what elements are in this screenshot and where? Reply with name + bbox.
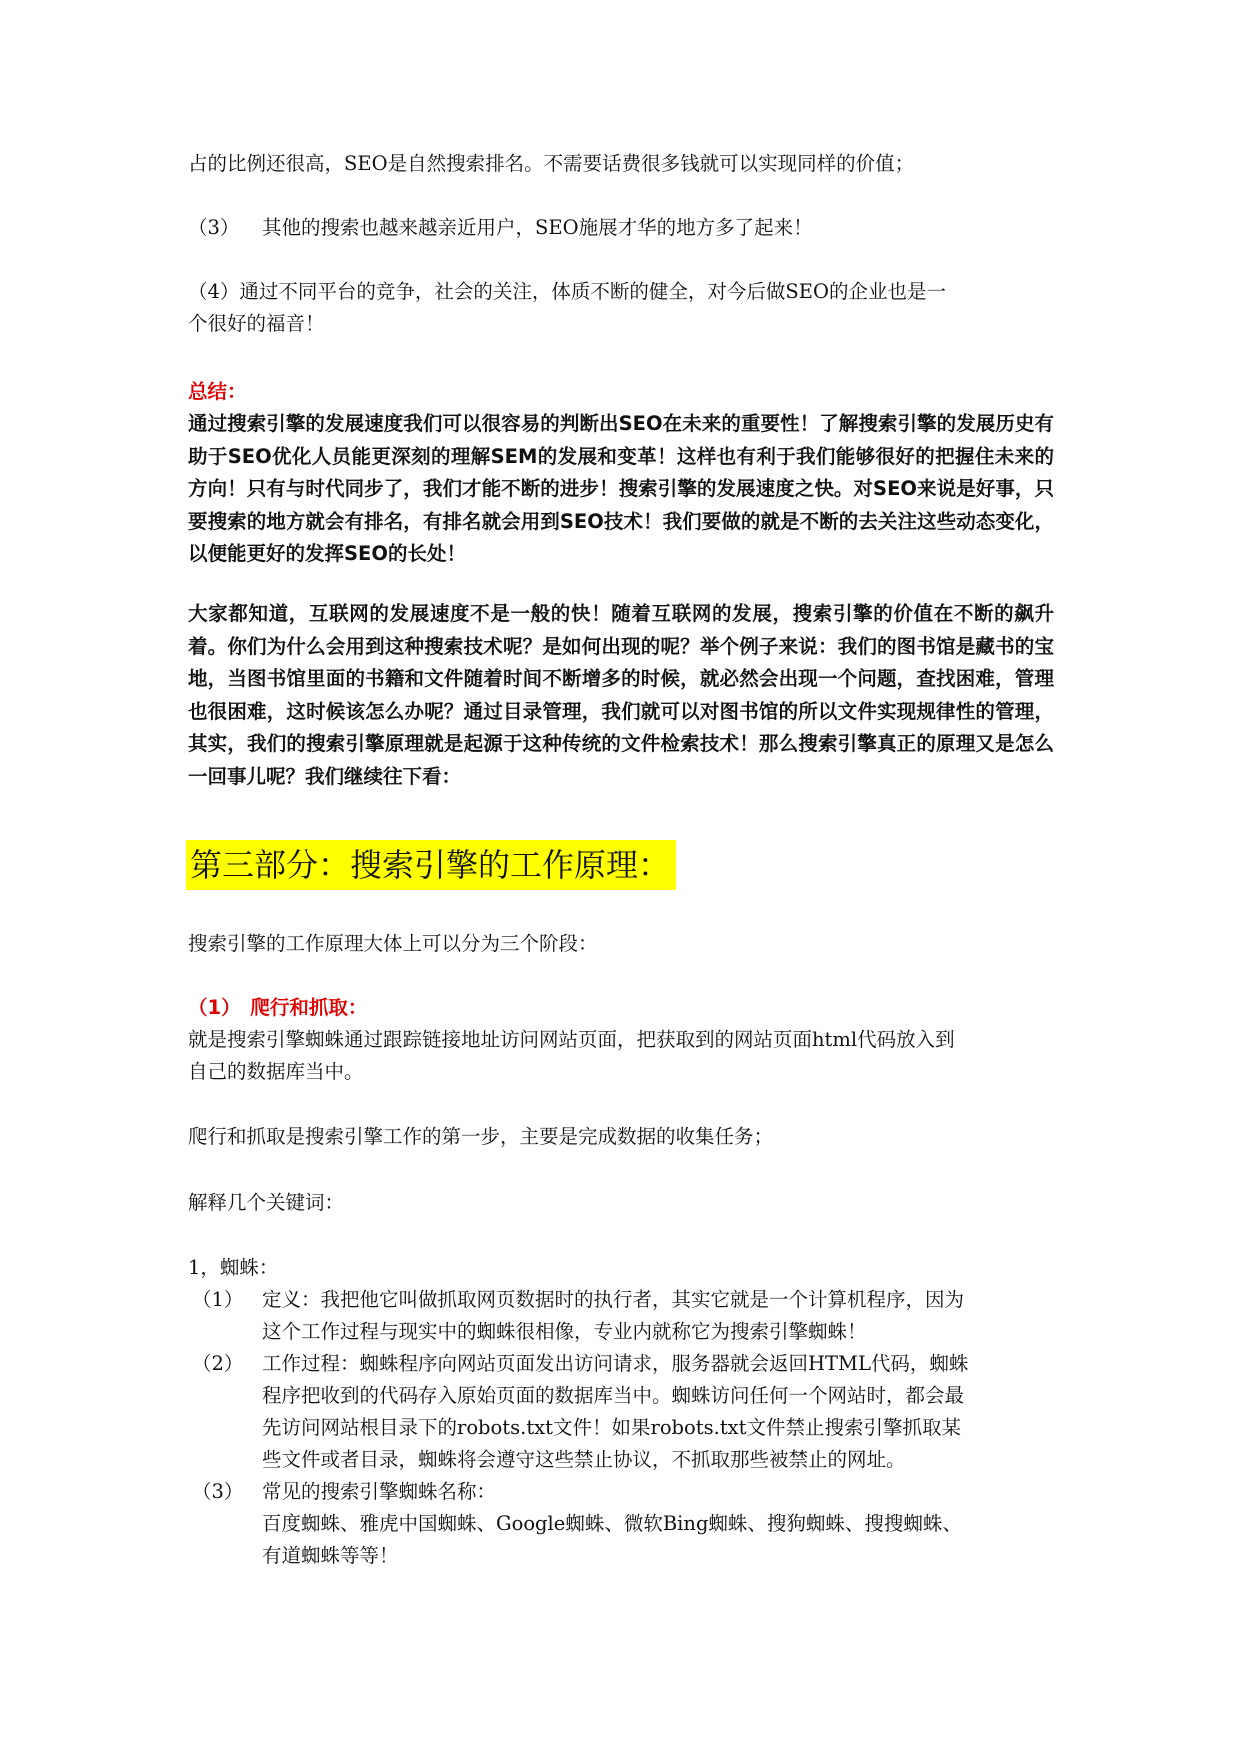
point-number: （3） (188, 216, 240, 239)
list-item-text (262, 1476, 1054, 1572)
keywords-intro: 解释几个关键词： (188, 1191, 345, 1214)
section-intro: 搜索引擎的工作原理大体上可以分为三个阶段： (188, 932, 598, 955)
crawl-heading: （1） 爬行和抓取： (188, 996, 368, 1019)
point-4-line-1: （4）通过不同平台的竞争，社会的关注，体质不断的健全，对今后做SEO的企业也是一 (188, 280, 946, 303)
intro-paragraph: 大家都知道，互联网的发展速度不是一般的快！随着互联网的发展，搜索引擎的价值在不断的飙升着。你们为什么会用到这种搜索技术呢？是如何出现的呢？举个例子来说：我们的图书馆是藏书的宝地，当图书馆里面的书籍和文件随着时间不断增多的时候，就必然会出现一个问题，查找困难，管理也很困难，这时候该怎么办呢？通过目录管理，我们就可以对图书馆的所以文件实现规律性的管理，其实，我们的搜索引擎原理就是起源于这种传统的文件检索技术！那么搜索引擎真正的原理又是怎么一回事儿呢？我们继续往下看： (188, 602, 1054, 788)
crawl-description (188, 1024, 1054, 1088)
list-item-number: （2） (192, 1352, 244, 1375)
list-item-number: （1） (192, 1288, 244, 1311)
paragraph-seo-ratio: 占的比例还很高，SEO是自然搜索排名。不需要话费很多钱就可以实现同样的价值； (188, 152, 915, 175)
list-item-line: 程序把收到的代码存入原始页面的数据库当中。蜘蛛访问任何一个网站时，都会最 (262, 1384, 965, 1407)
list-item-text (262, 1348, 1054, 1476)
list-item-line: 先访问网站根目录下的robots.txt文件！如果robots.txt文件禁止搜索引擎抓取某 (262, 1416, 961, 1439)
list-item-line: 些文件或者目录，蜘蛛将会遵守这些禁止协议，不抓取那些被禁止的网址。 (262, 1448, 906, 1471)
list-item-line: 这个工作过程与现实中的蜘蛛很相像，专业内就称它为搜索引擎蜘蛛！ (262, 1320, 867, 1343)
list-item-line: 百度蜘蛛、雅虎中国蜘蛛、Google蜘蛛、微软Bing蜘蛛、搜狗蜘蛛、搜搜蜘蛛、 (262, 1512, 962, 1535)
spider-title: 1，蜘蛛： (188, 1256, 279, 1279)
list-item-number: （3） (192, 1480, 244, 1503)
crawl-first-step: 爬行和抓取是搜索引擎工作的第一步，主要是完成数据的收集任务； (188, 1125, 774, 1148)
list-item-line: 定义：我把他它叫做抓取网页数据时的执行者，其实它就是一个计算机程序，因为 (262, 1288, 965, 1311)
list-item-line: 常见的搜索引擎蜘蛛名称： (262, 1480, 497, 1503)
point-text: 其他的搜索也越来越亲近用户，SEO施展才华的地方多了起来！ (262, 216, 813, 239)
section-heading: 第三部分：搜索引擎的工作原理： (186, 840, 676, 890)
crawl-description-line-1: 就是搜索引擎蜘蛛通过跟踪链接地址访问网站页面，把获取到的网站页面html代码放入到 (188, 1028, 955, 1051)
summary-paragraph: 通过搜索引擎的发展速度我们可以很容易的判断出SEO在未来的重要性！了解搜索引擎的发展历史有助于SEO优化人员能更深刻的理解SEM的发展和变革！这样也有利于我们能够很好的把握住未来的方向！只有与时代同步了，我们才能不断的进步！搜索引擎的发展速度之快。对SEO来说是好事，只要搜索的地方就会有排名，有排名就会用到SEO技术！我们要做的就是不断的去关注这些动态变化，以便能更好的发挥SEO的长处！ (188, 412, 1054, 565)
paragraph-point-3 (188, 212, 1054, 244)
list-item-text (262, 1284, 1054, 1348)
list-item-line: 有道蜘蛛等等！ (262, 1544, 399, 1567)
point-4-line-2: 个很好的福音！ (188, 312, 325, 335)
crawl-description-line-2: 自己的数据库当中。 (188, 1060, 364, 1083)
list-item-line: 工作过程：蜘蛛程序向网站页面发出访问请求，服务器就会返回HTML代码，蜘蛛 (262, 1352, 969, 1375)
summary-label: 总结： (188, 380, 247, 403)
paragraph-point-4 (188, 276, 1054, 340)
